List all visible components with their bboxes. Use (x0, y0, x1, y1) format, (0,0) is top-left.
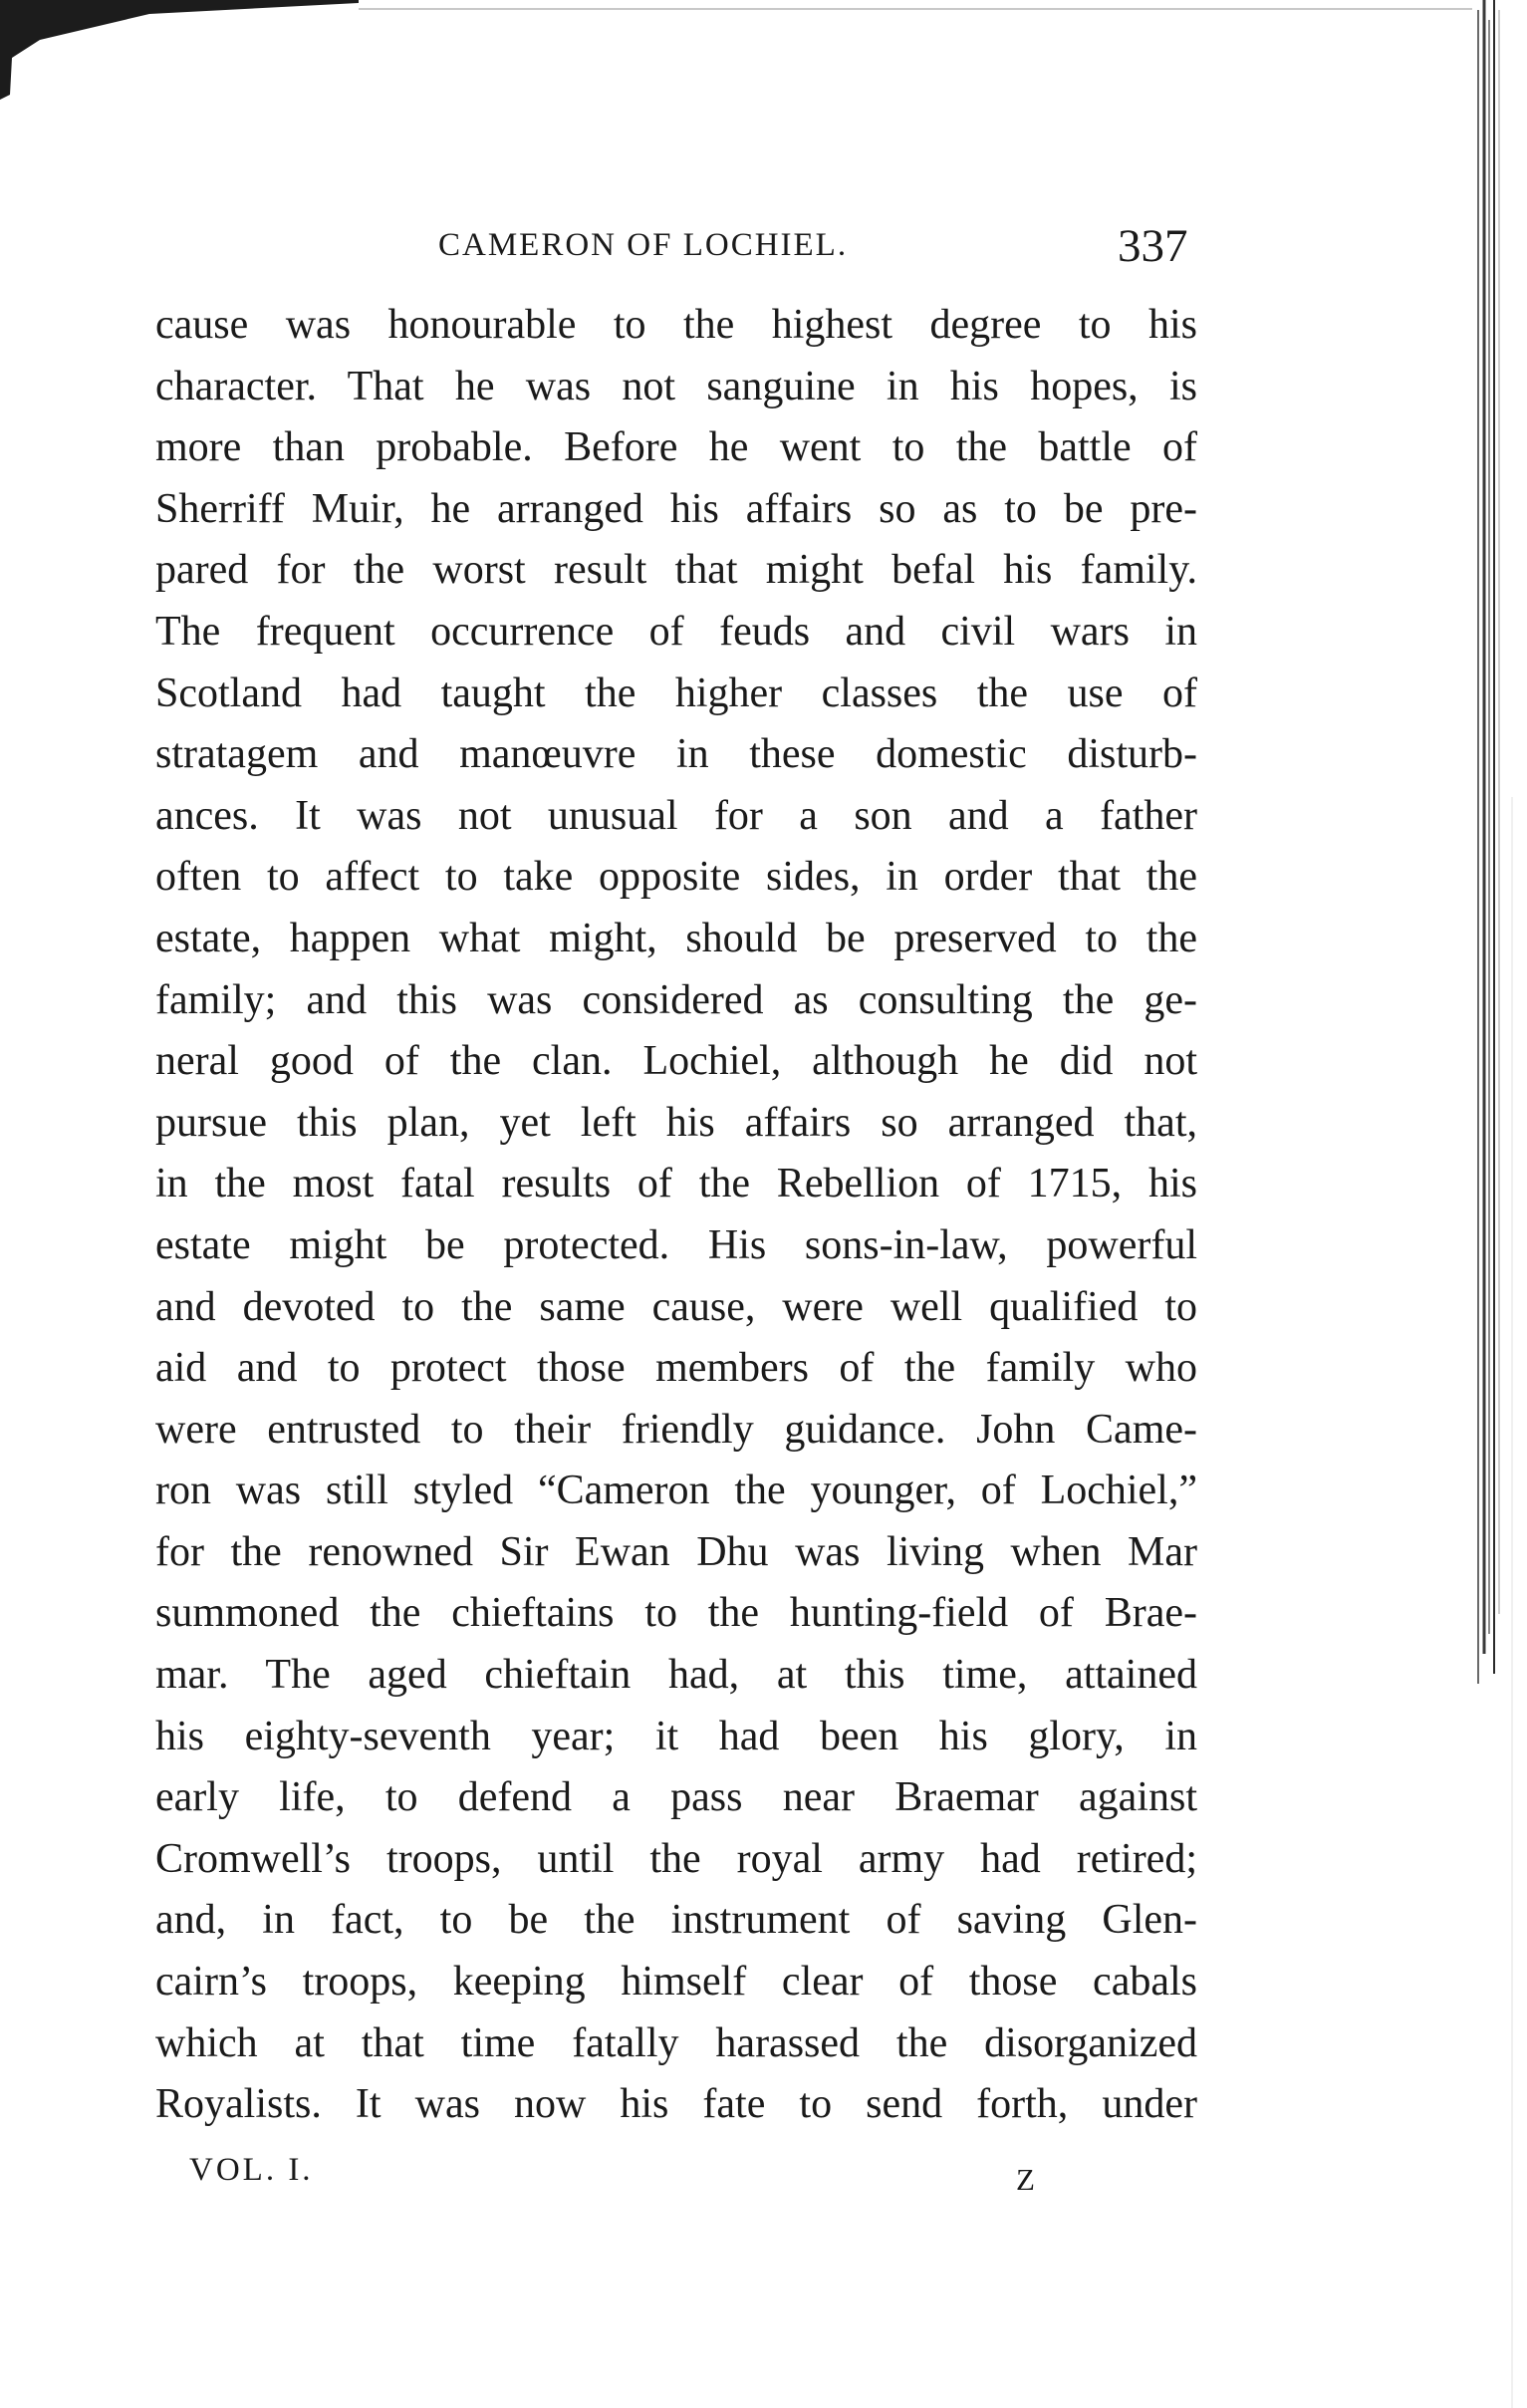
volume-signature: VOL. I. (189, 2152, 314, 2188)
page-footer (0, 2152, 1527, 2212)
gathering-signature: Z (1016, 2162, 1035, 2197)
text-line: and, in fact, to be the instrument of saving Glen- (155, 1897, 1197, 1944)
text-line: in the most fatal results of the Rebellion of 1715, his (155, 1161, 1197, 1207)
text-line: aid and to protect those members of the family who (155, 1345, 1197, 1392)
body-text (155, 295, 1197, 2136)
scan-top-edge (359, 8, 1474, 10)
text-line: summoned the chieftains to the hunting-field of Brae- (155, 1590, 1197, 1637)
text-line: and devoted to the same cause, were well qualified to (155, 1283, 1197, 1330)
text-line: pared for the worst result that might befal his family. (155, 547, 1197, 594)
text-line: estate, happen what might, should be preserved to the (155, 915, 1197, 961)
text-line: often to affect to take opposite sides, in order that the (155, 854, 1197, 901)
text-line: Cromwell’s troops, until the royal army had retired; (155, 1835, 1197, 1882)
text-line: Scotland had taught the higher classes the use of (155, 669, 1197, 716)
text-line: for the renowned Sir Ewan Dhu was living when Mar (155, 1528, 1197, 1575)
text-line: were entrusted to their friendly guidance. John Came- (155, 1406, 1197, 1453)
text-line: family; and this was considered as consulting the ge- (155, 976, 1197, 1023)
text-line: neral good of the clan. Lochiel, although he did not (155, 1038, 1197, 1085)
text-line: mar. The aged chieftain had, at this time, attained (155, 1652, 1197, 1699)
page-number: 337 (1118, 220, 1188, 272)
text-line: estate might be protected. His sons-in-law, powerful (155, 1221, 1197, 1268)
running-head (0, 221, 1527, 281)
text-line: which at that time fatally harassed the disorganized (155, 2019, 1197, 2066)
text-line: his eighty-seventh year; it had been his glory, in (155, 1713, 1197, 1759)
text-line: early life, to defend a pass near Braemar against (155, 1774, 1197, 1821)
running-title: CAMERON OF LOCHIEL. (438, 227, 849, 263)
text-line: stratagem and manœuvre in these domestic disturb- (155, 731, 1197, 778)
text-line: Sherriff Muir, he arranged his affairs so as to be pre- (155, 485, 1197, 532)
text-line: ances. It was not unusual for a son and a father (155, 792, 1197, 839)
text-line: pursue this plan, yet left his affairs so arranged that, (155, 1099, 1197, 1146)
text-line: cause was honourable to the highest degree to his (155, 302, 1197, 348)
text-line: The frequent occurrence of feuds and civil wars in (155, 608, 1197, 655)
text-line: Royalists. It was now his fate to send forth, under (155, 2081, 1197, 2128)
scan-binding-edge (1472, 0, 1527, 2408)
text-line: cairn’s troops, keeping himself clear of those cabals (155, 1959, 1197, 2006)
scan-corner-shadow (0, 0, 359, 100)
text-line: ron was still styled “Cameron the younger, of Lochiel,” (155, 1468, 1197, 1514)
text-line: more than probable. Before he went to the battle of (155, 424, 1197, 471)
text-line: character. That he was not sanguine in his hopes, is (155, 363, 1197, 409)
